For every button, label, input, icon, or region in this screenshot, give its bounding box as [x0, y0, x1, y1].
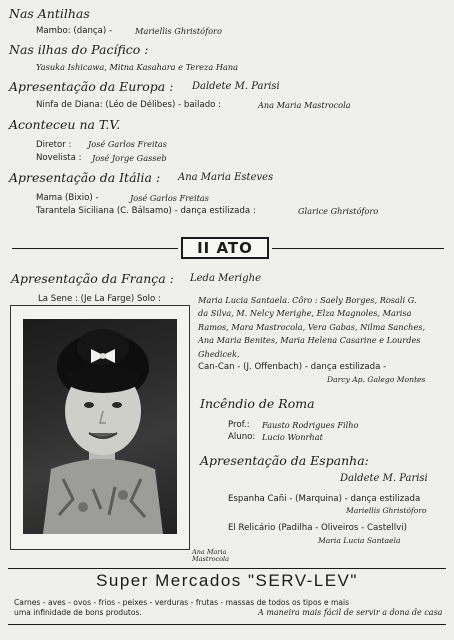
europa-number-label: Ninfa de Diana: (Léo de Délibes) - bailado : [36, 100, 222, 110]
footer-rule-top [8, 568, 446, 569]
antilhas-performer: Mariellis Ghristóforo [135, 26, 222, 36]
sene-cast-line: Maria Lucia Santaela. Côro : Saely Borges, Rosali G. [198, 295, 417, 305]
portrait-illustration [23, 319, 177, 534]
section-title-espanha: Apresentação da Espanha: [200, 453, 369, 468]
ato-divider-left [12, 248, 178, 249]
italia-line2-value: Glarice Ghristóforo [298, 206, 379, 216]
tv-director-value: José Garlos Freitas [88, 139, 167, 149]
roma-aluno-value: Lucio Wonrhat [262, 432, 323, 442]
roma-aluno-label: Aluno: [228, 432, 256, 442]
photo-caption [192, 549, 229, 563]
espanha-host: Daldete M. Parisi [340, 473, 428, 484]
pacifico-performers: Yasuka Ishicawa, Mitna Kasahara e Tereza Hana [36, 62, 238, 72]
photo-caption-line1: Ana Maria [192, 548, 227, 556]
italia-line2-label: Tarantela Siciliana (C. Bálsamo) - dança estilizada : [36, 206, 256, 216]
footer-rule-bottom [8, 624, 446, 625]
tv-director-label: Diretor : [36, 140, 72, 150]
franca-sene-cast [198, 294, 425, 361]
europa-performer: Ana Maria Mastrocola [258, 100, 351, 110]
footer-line2-right: A maneira mais fácil de servir a dona de casa [258, 608, 443, 617]
footer-line2-left: uma infinidade de bons produtos. [14, 608, 142, 617]
sene-cast-line: Ghedicek. [198, 348, 240, 359]
roma-prof-label: Prof.: [228, 420, 250, 430]
section-title-franca: Apresentação da França : [11, 271, 174, 286]
sene-cast-line: Ana Maria Benites, Maria Helena Casarine e Lourdes [198, 335, 421, 346]
espanha-line1-label: Espanha Cañi - (Marquina) - dança estilizada [228, 494, 421, 504]
section-title-antilhas: Nas Antilhas [9, 6, 90, 21]
italia-host: Ana Maria Esteves [178, 172, 274, 183]
section-title-roma: Incêndio de Roma [200, 396, 315, 411]
ato-divider-right [272, 248, 444, 249]
footer-line1: Carnes - aves - ovos - frios - peixes - verduras - frutas - massas de todos os tipos e mais [14, 598, 350, 607]
section-title-tv: Aconteceu na T.V. [9, 117, 121, 132]
section-title-italia: Apresentação da Itália : [9, 170, 161, 185]
italia-line1-label: Mama (Bixio) - [36, 193, 99, 203]
antilhas-label: Mambo: (dança) - [36, 26, 113, 36]
section-title-europa: Apresentação da Europa : [9, 79, 174, 94]
tv-novelist-value: José Jorge Gasseb [92, 153, 167, 163]
espanha-line2-value: Maria Lucia Santaela [318, 536, 401, 545]
italia-line1-value: José Garlos Freitas [130, 193, 209, 203]
europa-host: Daldete M. Parisi [192, 81, 280, 92]
espanha-line2-label: El Relicário (Padilha - Oliveiros - Castellvi) [228, 523, 407, 533]
section-title-pacifico: Nas ilhas do Pacífico : [9, 42, 149, 57]
roma-prof-value: Fausto Rodrigues Filho [262, 420, 359, 430]
franca-sene-label: La Sene : (Je La Farge) Solo : [38, 294, 161, 304]
photo-frame [10, 305, 190, 550]
franca-host: Leda Merighe [190, 273, 261, 284]
photo-caption-line2: Mastrocola [192, 555, 230, 563]
sene-cast-line: Ramos, Mara Mastrocola, Vera Gabas, Nilma Sanches, [198, 321, 426, 332]
cancan-label: Can-Can - (J. Offenbach) - dança estilizada - [198, 362, 387, 372]
sene-cast-line: da Silva, M. Nelcy Merighe, Elza Magnoles, Marisa [198, 308, 412, 319]
footer-headline: Super Mercados "SERV-LEV" [96, 571, 358, 590]
portrait-photo [23, 319, 177, 534]
espanha-line1-value: Mariellis Ghristóforo [346, 506, 427, 515]
cancan-performer: Darcy Ap. Galego Montes [327, 375, 426, 384]
act-heading: II ATO [181, 237, 269, 259]
tv-novelist-label: Novelista : [36, 153, 82, 163]
